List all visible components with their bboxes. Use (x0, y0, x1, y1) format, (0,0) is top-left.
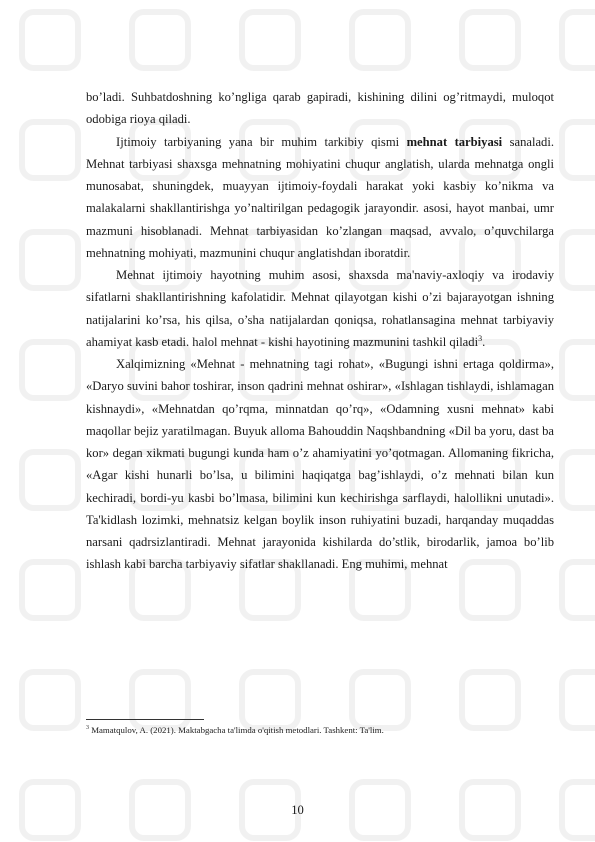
paragraph-3-end: . (482, 334, 486, 349)
footnote-reference[interactable]: 3 (478, 333, 483, 343)
page-number: 10 (291, 803, 304, 817)
watermark-tile (562, 122, 595, 178)
watermark-tile (22, 12, 78, 68)
term-mehnat-tarbiyasi: mehnat tarbiyasi (406, 134, 503, 149)
watermark-tile (462, 672, 518, 728)
watermark-tile (242, 12, 298, 68)
paragraph-1 (86, 86, 554, 131)
paragraph-2-text: sanaladi. Mehnat tarbiyasi shaxsga mehnatning mohiyatini chuqur anglatish, ularda mehnatga ongli munosabat, shuningdek, muayyan ijtimoiy-foydali harakat yoki kasbiy ko’nikma va malakalarni shakllantirishga yo’naltirilgan pedagogik jarayondir. asosi, hayot manbai, umr mazmuni hisoblanadi. Mehnat tarbiyasidan ko’zlangan maqsad, avvalo, o’quvchilarga mehnatning mohiyati, mazmunini chuqur anglatishdan iboratdir. (86, 134, 554, 260)
watermark-tile (352, 672, 408, 728)
watermark-tile (22, 672, 78, 728)
watermark-tile (22, 562, 78, 618)
watermark-tile (132, 12, 188, 68)
paragraph-3 (86, 264, 554, 353)
watermark-tile (22, 232, 78, 288)
watermark-tile (462, 12, 518, 68)
watermark-tile (562, 562, 595, 618)
footnote-separator (86, 719, 204, 720)
paragraph-2-lead: Ijtimoiy tarbiyaning yana bir muhim tarkibiy qismi (116, 134, 407, 149)
footnote-mark: 3 (86, 725, 89, 732)
paragraph-2 (86, 131, 554, 265)
watermark-tile (22, 342, 78, 398)
paragraph-4 (86, 353, 554, 576)
watermark-tile (562, 12, 595, 68)
watermark-tile (562, 342, 595, 398)
watermark-tile (22, 452, 78, 508)
footnote-text: Mamatqulov, A. (2021). Maktabgacha ta'limda o'qitish metodlari. Tashkent: Ta'lim. (89, 725, 384, 735)
watermark-tile (562, 672, 595, 728)
watermark-tile (352, 12, 408, 68)
watermark-tile (22, 122, 78, 178)
watermark-tile (242, 672, 298, 728)
body-text (86, 86, 554, 576)
watermark-tile (562, 452, 595, 508)
paragraph-1-text: bo’ladi. Suhbatdoshning ko’ngliga qarab gapiradi, kishining dilini og’ritmaydi, muloqot odobiga rioya qiladi. (86, 90, 554, 127)
footnote (86, 724, 554, 736)
paragraph-4-text: Xalqimizning «Mehnat - mehnatning tagi rohat», «Bugungi ishni ertaga qoldirma», «Daryo suvini bahor toshirar, inson qadrini mehnat oshirar», «Ishlagan tishlaydi, ishlamagan kishnaydi», «Mehnatdan qo’rqma, minnatdan qo’rq», «Odamning xusni mehnat» kabi maqollar bejiz yaratilmagan. Buyuk alloma Bahouddin Naqshbandning «Dil ba yoru, dast ba kor» degan xikmati bugungi kunda ham o’z ahamiyatini yo’qotmagan. Allomaning fikricha, «Agar kishi hunarli bo’lsa, u bilimini haqiqatga bag’ishlaydi, o’z mehnati bilan kun kechiradi, bordi-yu kasbi bo’lmasa, bilimini kun kechirishga sarflaydi, halollikni unutadi». Ta'kidlash lozimki, mehnatsiz kelgan boylik inson ruhiyatini buzadi, harqanday muqaddas narsani qadrsizlantiradi. Mehnat jarayonida kishilarda do’stlik, birodarlik, jamoa bo’lib ishlash kabi barcha tarbiyaviy sifatlar shakllanadi. Eng muhimi, mehnat (86, 357, 554, 572)
paragraph-3-text: Mehnat ijtimoiy hayotning muhim asosi, shaxsda ma'naviy-axloqiy va irodaviy sifatlarni shakllantirishning kafolatidir. Mehnat qilayotgan kishi o’zi bajarayotgan ishning natijalarini ko’rsa, his qilsa, o’sha natijalardan qoniqsa, rohatlansagina mehnat tarbiyaviy ahamiyat kasb etadi. halol mehnat - kishi hayotining mazmunini tashkil qiladi (86, 268, 554, 349)
watermark-tile (562, 232, 595, 288)
